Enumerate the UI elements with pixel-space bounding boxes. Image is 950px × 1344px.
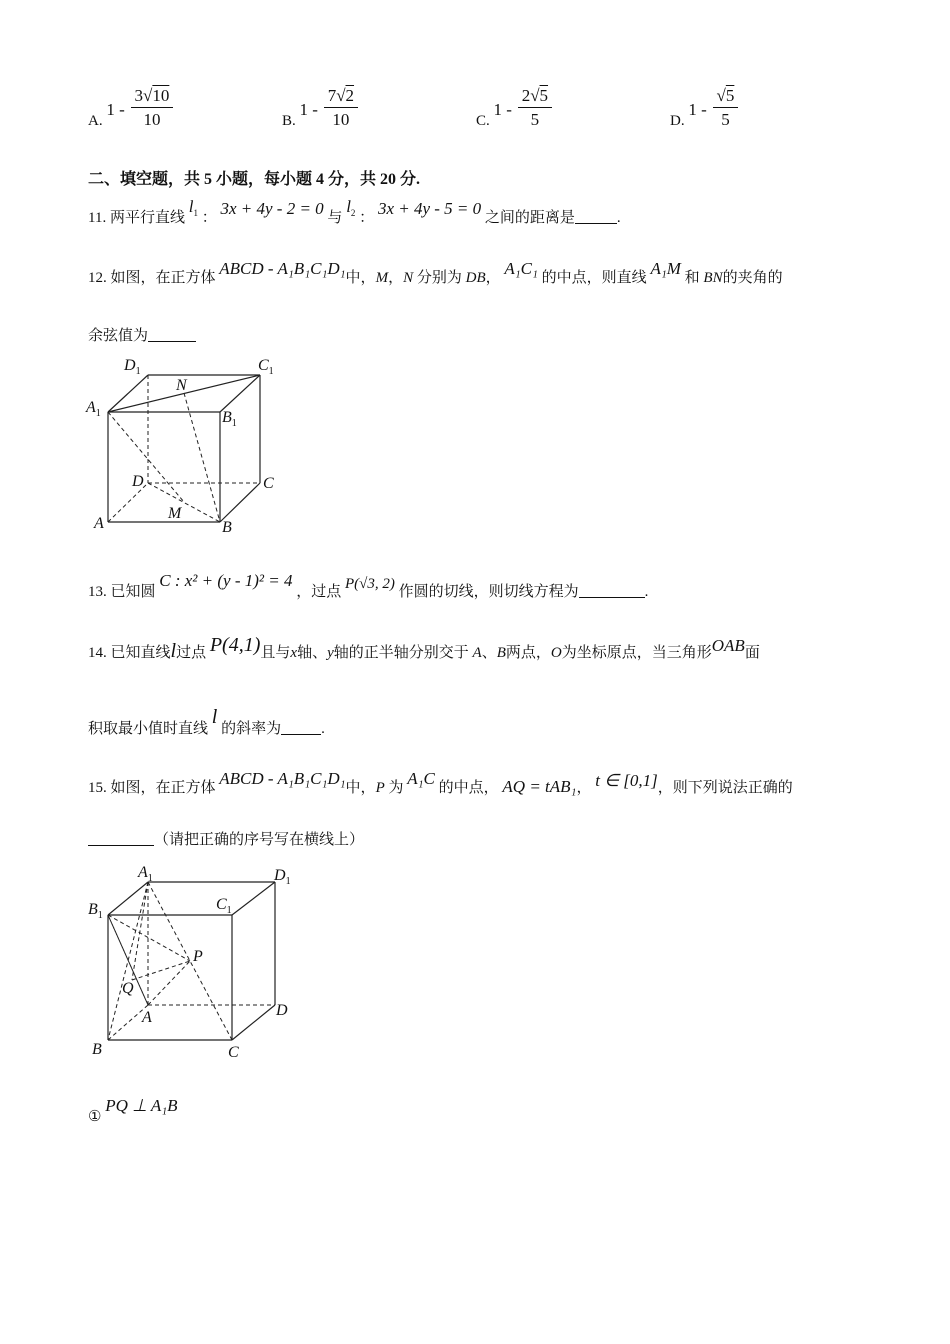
option-d: [670, 86, 740, 130]
fig12-label-c: C: [263, 475, 274, 492]
q12-text-4: 的中点，则直线: [541, 270, 647, 286]
q12-text-2: 中，: [345, 270, 376, 286]
option-b-label: B.: [282, 113, 296, 130]
q15-text-1: 如图，在正方体: [110, 780, 216, 796]
fig15-label-c: C: [228, 1044, 239, 1061]
fig12-label-n: N: [176, 377, 187, 394]
option-c: [476, 86, 554, 130]
fig12-label-a: A: [94, 515, 104, 532]
q14-point: P(4,1): [209, 634, 261, 656]
q11-l2: $l_2$: [346, 197, 356, 218]
q12-cube-figure: [80, 350, 310, 540]
fig15-label-a1: $A_1$: [138, 864, 153, 884]
q11-text-3: 之间的距离是: [484, 210, 575, 226]
q11-colon-2: ：: [359, 210, 375, 226]
q12-line-2: 余弦值为: [88, 324, 196, 345]
option-c-fraction: $\frac{2√5}{5}$: [518, 86, 552, 130]
fig15-label-c1: $C_1$: [216, 896, 232, 916]
q15-a1c: A₁C: [407, 769, 435, 788]
q12-text-6: 的夹角的: [722, 270, 783, 286]
option-d-label: D.: [670, 113, 685, 130]
q15-cube-figure: [80, 860, 310, 1065]
q14-text-1: 已知直线: [110, 645, 171, 661]
option-d-fraction: $\frac{√5}{5}$: [713, 86, 739, 130]
fig12-label-d: D: [132, 473, 144, 490]
fig12-label-m: M: [168, 505, 182, 522]
option-a-fraction: $\frac{3√10}{10}$: [131, 86, 174, 130]
q13-text-2: ，过点: [296, 584, 342, 600]
q15-option-1-text: PQ ⊥ A₁B: [105, 1096, 178, 1115]
q12-number: 12.: [88, 270, 107, 286]
option-c-lead: 1 -: [493, 100, 512, 120]
q15-line-2: （请把正确的序号写在横线上）: [88, 828, 364, 849]
q15-cube: ABCD - A₁B₁C₁D₁: [219, 769, 346, 788]
question-15: 15. 如图，在正方体 ABCD - A₁B₁C₁D₁中，P 为 A₁C 的中点， AQ = tAB₁， t ∈ [0,1]，则下列说法正确的: [88, 769, 793, 796]
q15-answer-blank[interactable]: [88, 831, 154, 846]
fig15-label-b: B: [92, 1041, 102, 1058]
q15-t-range: t ∈ [0,1]: [595, 771, 658, 790]
q13-point: P(√3, 2): [345, 576, 395, 592]
fig12-label-c1: $C_1$: [258, 357, 274, 377]
fig15-label-b1: $B_1$: [88, 901, 103, 921]
option-a: [88, 86, 175, 130]
q11-colon-1: ：: [201, 210, 217, 226]
q14-line-2: 积取最小值时直线 l 的斜率为 .: [88, 706, 325, 737]
fig15-label-p: P: [193, 948, 203, 965]
q14-answer-blank[interactable]: [281, 720, 321, 735]
section-heading: 二、填空题，共 5 小题，每小题 4 分，共 20 分.: [88, 171, 421, 188]
q11-eq2: 3x + 4y - 5 = 0: [377, 199, 482, 218]
q12-text-3: 分别为: [416, 270, 462, 286]
q15-option-1-marker: ①: [88, 1109, 102, 1125]
q13-text-3: 作圆的切线，则切线方程为: [398, 584, 579, 600]
option-c-label: C.: [476, 113, 490, 130]
fig15-label-a: A: [142, 1009, 152, 1026]
q13-circle-eq: C : x² + (y - 1)² = 4: [159, 571, 293, 590]
q14-number: 14.: [88, 645, 107, 661]
q14-oab: OAB: [711, 636, 745, 655]
option-b: [282, 86, 360, 130]
q12-text-1: 如图，在正方体: [110, 270, 216, 286]
option-a-label: A.: [88, 113, 103, 130]
q12-a1m: A₁M: [650, 259, 681, 278]
option-b-fraction: $\frac{7√2}{10}$: [324, 86, 358, 130]
fig12-label-a1: $A_1$: [86, 399, 101, 419]
fig15-label-d: D: [276, 1002, 288, 1019]
question-12: 12. 如图，在正方体 ABCD - A₁B₁C₁D₁中，M，N 分别为 DB， A₁C₁ 的中点，则直线 A₁M 和 BN的夹角的: [88, 259, 783, 286]
q11-eq1: 3x + 4y - 2 = 0: [220, 199, 324, 218]
q11-l1: $l_1$: [188, 197, 198, 218]
fig12-label-b: B: [222, 519, 232, 536]
q12-a1c1: A₁C₁: [504, 259, 538, 278]
q11-text-1: 两平行直线: [109, 210, 185, 226]
q15-number: 15.: [88, 780, 107, 796]
q11-answer-blank[interactable]: [575, 209, 617, 224]
q15-aq: AQ = tAB₁: [502, 777, 577, 796]
option-b-lead: 1 -: [299, 100, 318, 120]
q13-number: 13.: [88, 584, 107, 600]
fig12-label-d1: $D_1$: [124, 357, 141, 377]
q15-option-1: [88, 1096, 178, 1125]
q13-text-1: 已知圆: [110, 584, 156, 600]
q13-answer-blank[interactable]: [579, 583, 645, 598]
fig15-label-d1: $D_1$: [274, 867, 291, 887]
q12-text-5: 和: [684, 270, 700, 286]
fig12-label-b1: $B_1$: [222, 409, 237, 429]
q12-answer-blank[interactable]: [148, 327, 196, 342]
q12-cube: ABCD - A₁B₁C₁D₁: [219, 259, 346, 278]
question-13: 13. 已知圆 C : x² + (y - 1)² = 4 ，过点 P(√3, 2) 作圆的切线，则切线方程为 .: [88, 571, 649, 600]
fig15-label-q: Q: [122, 980, 134, 997]
q11-text-2: 与: [327, 210, 343, 226]
option-d-lead: 1 -: [688, 100, 707, 120]
question-14: 14. 已知直线l过点 P(4,1)且与x轴、y轴的正半轴分别交于 A、B两点，O为坐标原点，当三角形OAB面: [88, 634, 760, 662]
option-a-lead: 1 -: [106, 100, 125, 120]
q11-number: 11.: [88, 210, 107, 226]
question-11: 11. 两平行直线 $l_1$ ： 3x + 4y - 2 = 0 与 $l_2$ ： 3x + 4y - 5 = 0 之间的距离是 .: [88, 197, 621, 226]
